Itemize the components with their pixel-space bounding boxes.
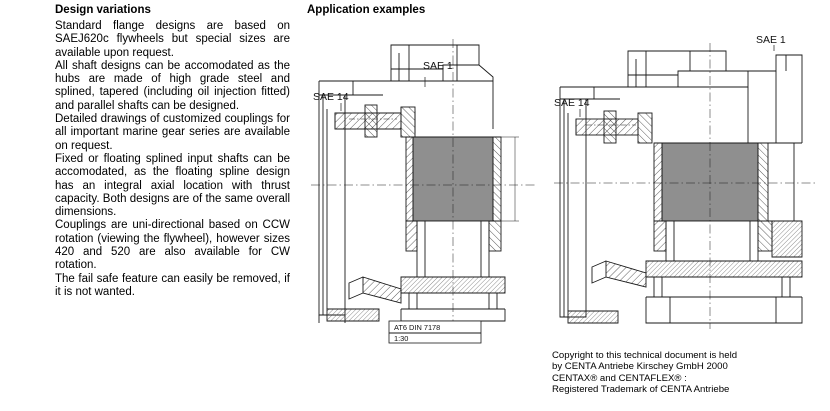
paragraph-6: The fail safe feature can easily be removed, if it is not wanted.	[55, 272, 290, 298]
drawing-a-titleblock-line1: AT6 DIN 7178	[394, 323, 441, 332]
copyright-line-4: Registered Trademark of CENTA Antriebe	[552, 384, 730, 396]
copyright-block	[552, 350, 824, 396]
drawing-a-titleblock-line2: 1:30	[394, 334, 409, 343]
drawing-a-label-sae1: SAE 1	[423, 60, 453, 72]
drawing-a-label-sae14: SAE 14	[313, 91, 349, 103]
drawing-b-label-sae1: SAE 1	[756, 34, 786, 46]
technical-drawing-b	[550, 25, 822, 345]
paragraph-4: Fixed or floating splined input shafts can be accomodated, as the floating spline design has an integral axial location with thrust capacity. Both designs are of the same overall dimensions.	[55, 152, 290, 219]
copyright-line-3: CENTAX® and CENTAFLEX® :	[552, 372, 687, 384]
paragraph-2: All shaft designs can be accomodated as the hubs are made of high grade steel and splined, tapered (including oil injection fitted) and parallel shafts can be designed.	[55, 59, 290, 112]
paragraph-3: Detailed drawings of customized couplings for all important marine gear series are available on request.	[55, 113, 290, 152]
design-variations-heading: Design variations	[55, 4, 151, 16]
copyright-line-2: by CENTA Antriebe Kirschey GmbH 2000	[552, 361, 728, 373]
copyright-line-1: Copyright to this technical document is held	[552, 350, 738, 361]
paragraph-1: Standard flange designs are based on SAEJ620c flywheels but special sizes are available upon request.	[55, 20, 290, 59]
technical-drawing-a	[305, 25, 540, 345]
drawing-b-label-sae14: SAE 14	[554, 97, 590, 109]
application-examples-heading: Application examples	[307, 4, 426, 16]
design-variations-column	[55, 4, 290, 299]
paragraph-5: Couplings are uni-directional based on CCW rotation (viewing the flywheel), however sizes 420 and 520 are also available for CW rotation.	[55, 219, 290, 272]
